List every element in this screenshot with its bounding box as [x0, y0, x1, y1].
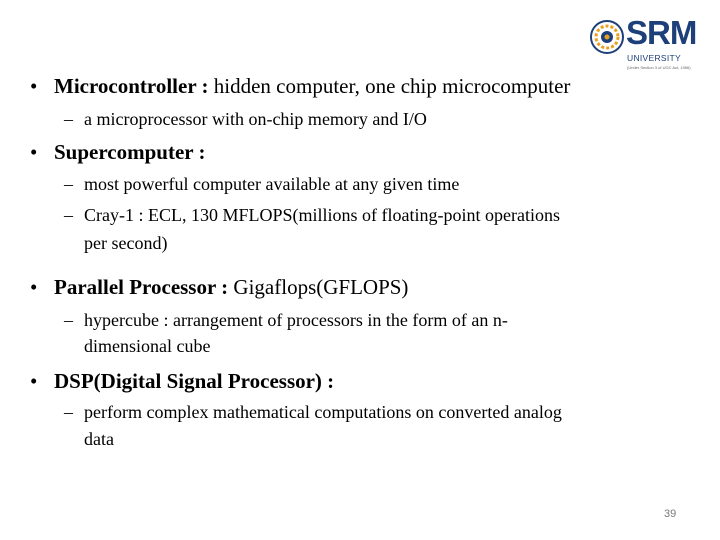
page-number: 39: [664, 508, 677, 520]
sub-bullet-text: per second): [84, 233, 168, 253]
sub-bullet: [64, 109, 427, 130]
sub-bullet-text: dimensional cube: [84, 336, 211, 356]
sub-bullet-text: a microprocessor with on-chip memory and I/O: [84, 109, 427, 129]
dash-marker: –: [64, 174, 73, 194]
sub-bullet: [64, 174, 460, 195]
sub-bullet-continuation: [84, 429, 114, 450]
university-emblem-icon: [590, 20, 624, 54]
bullet-text: Gigaflops(GFLOPS): [233, 275, 409, 299]
dash-marker: –: [64, 310, 73, 330]
logo-wordmark: SRM: [626, 14, 697, 51]
srm-university-logo: [590, 14, 702, 76]
bullet-marker: •: [30, 369, 38, 393]
bullet-marker: •: [30, 140, 38, 164]
sub-bullet-text: perform complex mathematical computations on converted analog: [84, 402, 562, 422]
bullet-heading: Microcontroller :: [54, 74, 214, 98]
bullet-microcontroller: [30, 74, 571, 99]
dash-marker: –: [64, 109, 73, 129]
logo-subtitle: UNIVERSITY: [627, 53, 682, 63]
bullet-dsp: [30, 369, 335, 394]
bullet-heading: Parallel Processor :: [54, 275, 234, 299]
dash-marker: –: [64, 402, 73, 422]
bullet-heading: DSP(Digital Signal Processor) :: [54, 369, 335, 393]
bullet-marker: •: [30, 74, 38, 98]
bullet-heading: Supercomputer :: [54, 140, 206, 164]
sub-bullet-text: data: [84, 429, 114, 449]
sub-bullet-continuation: [84, 336, 210, 357]
logo-tagline: (Under Section 3 of UGC Act, 1956): [627, 65, 691, 70]
sub-bullet-text: hypercube : arrangement of processors in the form of an n-: [84, 310, 508, 330]
bullet-text: hidden computer, one chip microcomputer: [213, 74, 571, 98]
bullet-parallel-processor: [30, 275, 409, 300]
bullet-supercomputer: [30, 140, 206, 165]
bullet-marker: •: [30, 275, 38, 299]
sub-bullet: [64, 310, 508, 331]
sub-bullet-continuation: [84, 233, 167, 254]
dash-marker: –: [64, 205, 73, 225]
sub-bullet: [64, 402, 562, 423]
sub-bullet-text: most powerful computer available at any given time: [84, 174, 460, 194]
sub-bullet: [64, 205, 560, 226]
sub-bullet-text: Cray-1 : ECL, 130 MFLOPS(millions of floating-point operations: [84, 205, 560, 225]
